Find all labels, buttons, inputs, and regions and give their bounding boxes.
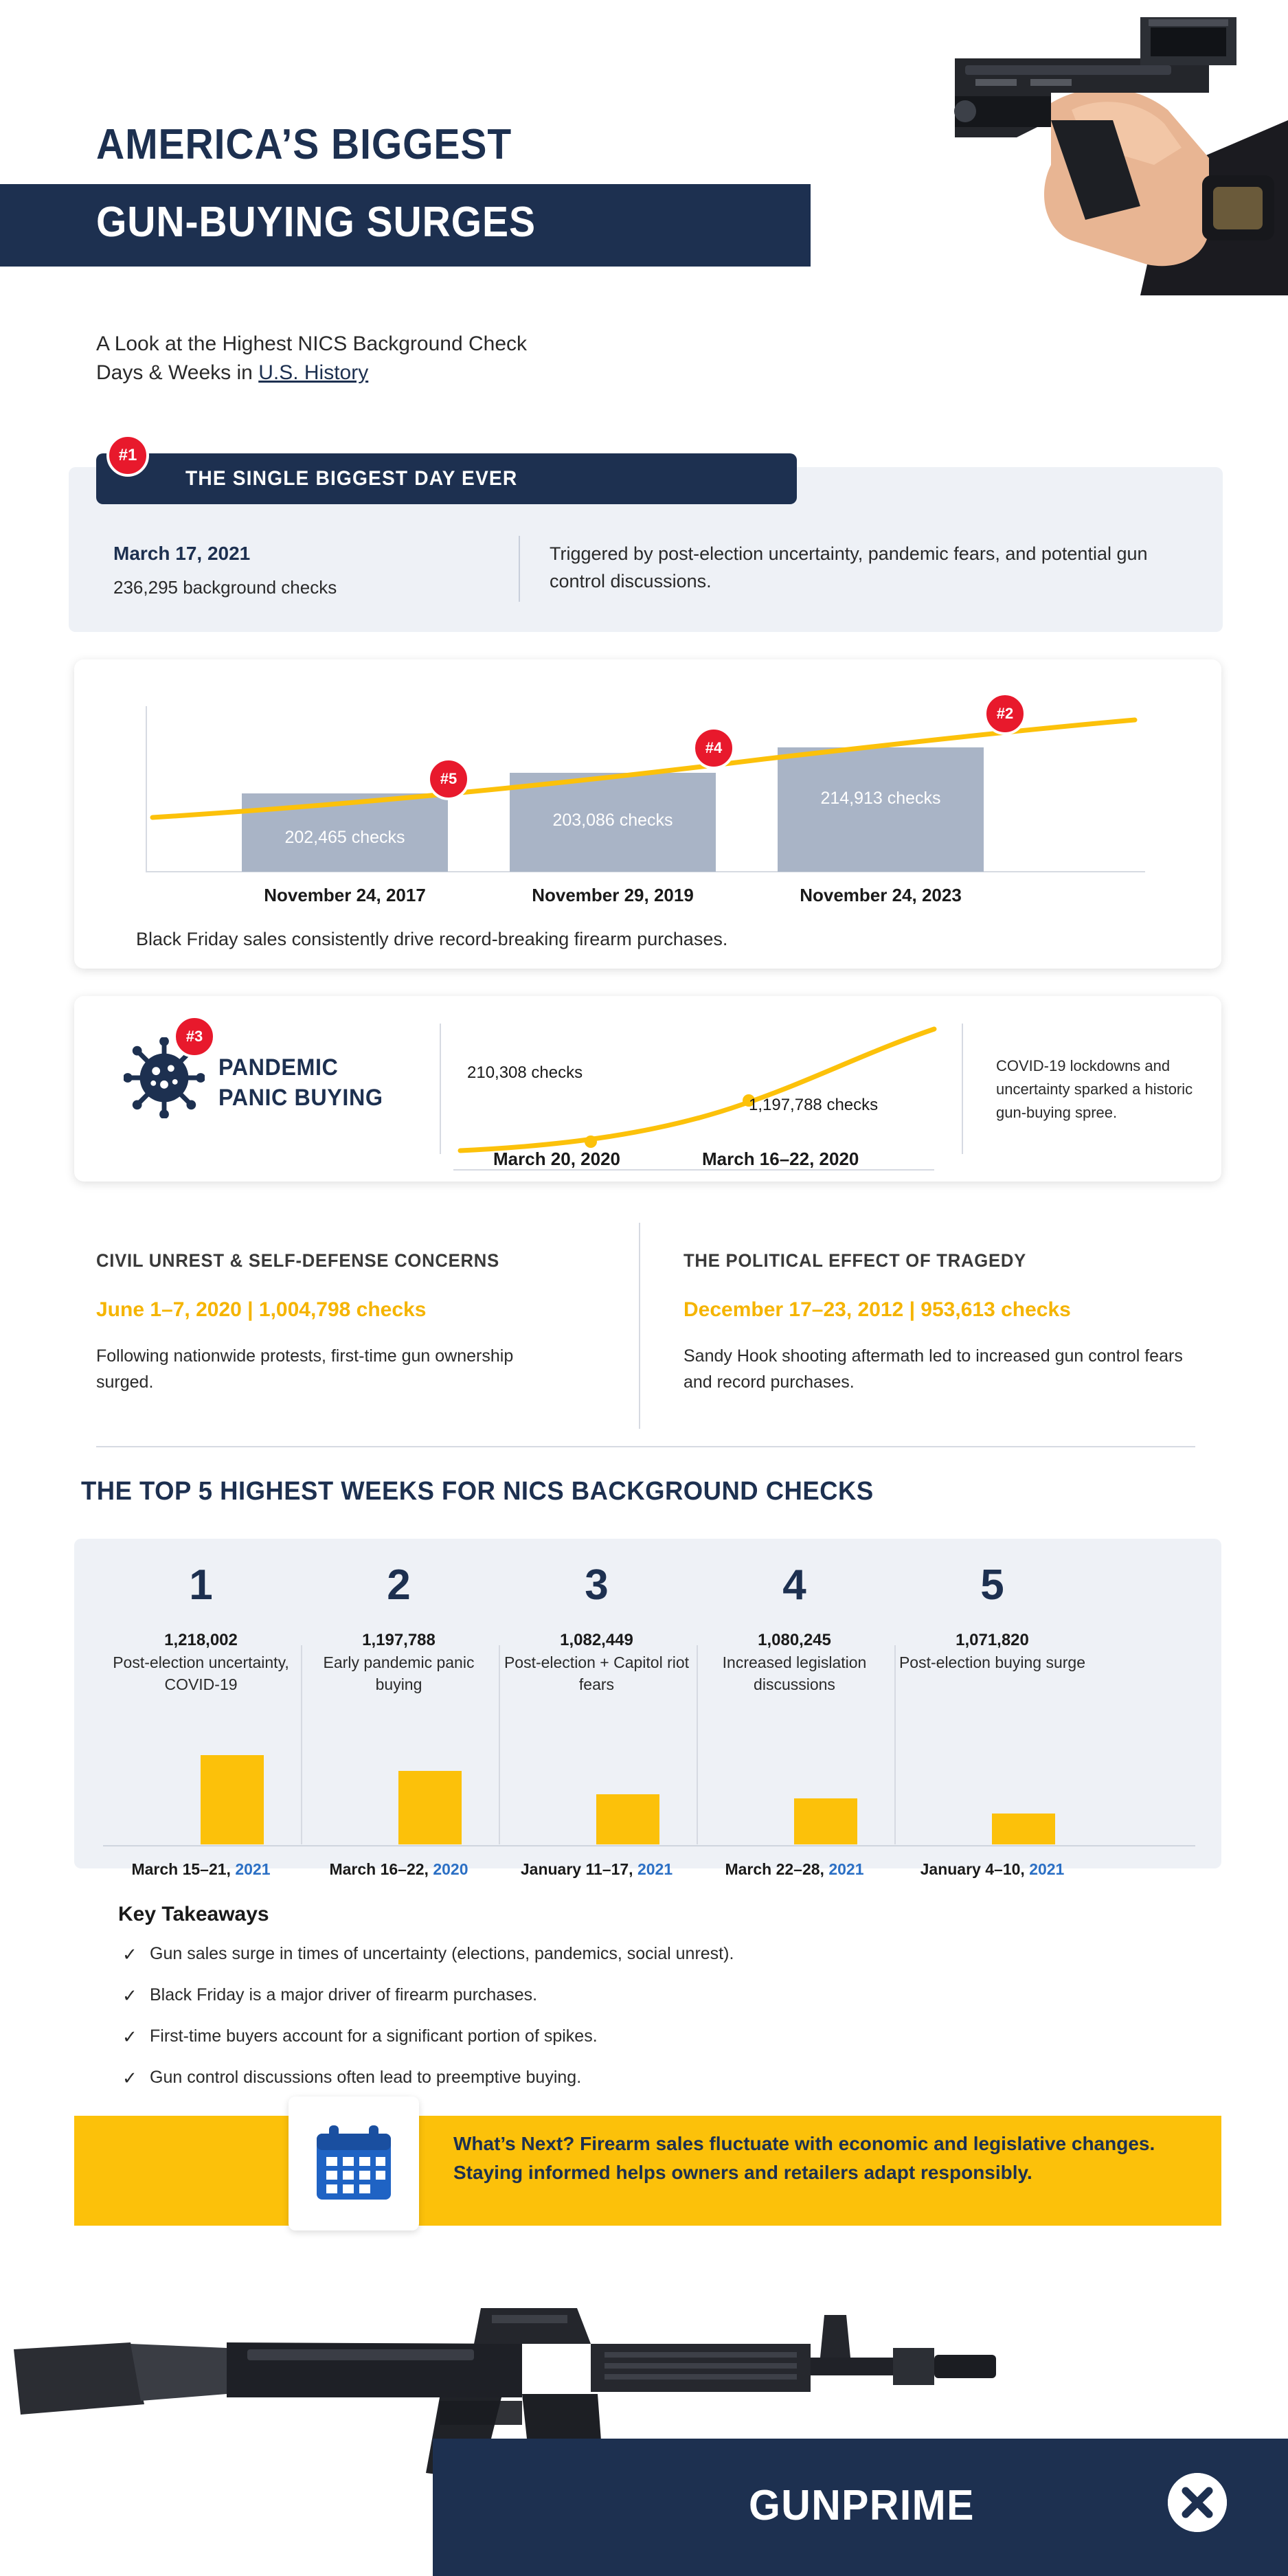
top5-column-5 [894,1559,1090,1673]
political-tragedy-title: THE POLITICAL EFFECT OF TRAGEDY [683,1250,1027,1271]
top5-date-text-3: January 11–17, [520,1860,637,1878]
check-icon: ✓ [122,2026,137,2047]
civil-unrest-description: Following nationwide protests, first-time gun ownership surged. [96,1346,514,1392]
top5-x-axis [103,1845,1195,1846]
top5-title: THE TOP 5 HIGHEST WEEKS FOR NICS BACKGROUND CHECKS [81,1477,874,1506]
top5-column-2 [301,1559,497,1695]
rank-badge-5: #5 [427,758,470,800]
top5-description-3: Post-election + Capitol riot fears [504,1653,690,1693]
top5-column-4 [697,1559,892,1695]
key-takeaway-item-1: Gun sales surge in times of uncertainty (elections, pandemics, social unrest). [150,1944,734,1963]
hero-section [0,0,1288,384]
handgun-photo [728,0,1288,295]
black-friday-date-2023: November 24, 2023 [800,885,962,905]
top5-number-1: 1,218,002 [164,1631,238,1649]
top5-date-text-5: January 4–10, [920,1860,1030,1878]
top5-bar-5 [992,1814,1055,1844]
top5-description-2: Early pandemic panic buying [323,1653,475,1693]
civil-unrest-stat: June 1–7, 2020 | 1,004,798 checks [96,1298,427,1321]
top5-date-4 [697,1860,892,1879]
divider [96,1446,1195,1447]
top5-date-text-1: March 15–21, [131,1860,236,1878]
check-icon: ✓ [122,1944,137,1965]
top5-description-1: Post-election uncertainty, COVID-19 [113,1653,289,1693]
check-icon: ✓ [122,1985,137,2006]
black-friday-value-2019: 203,086 checks [552,811,673,830]
biggest-day-heading: THE SINGLE BIGGEST DAY EVER [185,467,518,490]
top5-rank-2: 2 [387,1561,411,1609]
key-takeaway-item-4: Gun control discussions often lead to preemptive buying. [150,2068,582,2087]
top5-bar-3 [596,1794,659,1844]
biggest-day-description: Triggered by post-election uncertainty, pandemic fears, and potential gun control discussions. [550,543,1148,591]
pandemic-title [218,1052,383,1113]
key-takeaway-item-2: Black Friday is a major driver of firearm purchases. [150,1985,538,2004]
pandemic-title-line1: PANDEMIC [218,1054,339,1081]
top5-date-text-2: March 16–22, [329,1860,433,1878]
black-friday-date-2019: November 29, 2019 [532,885,694,905]
x-mark-glyph [1168,2473,1227,2532]
pandemic-description: COVID-19 lockdowns and uncertainty sparked a historic gun-buying spree. [996,1057,1193,1121]
top5-date-3 [499,1860,694,1879]
black-friday-date-2017: November 24, 2017 [264,885,426,905]
divider [894,1645,896,1844]
rank-badge-4: #4 [692,727,735,769]
rank-badge-3: #3 [173,1015,216,1058]
political-tragedy-description: Sandy Hook shooting aftermath led to increased gun control fears and record purchases. [683,1346,1183,1392]
x-mark-icon [1168,2473,1227,2532]
rank-badge-2: #2 [984,692,1026,735]
subtitle-highlight: U.S. History [258,361,369,384]
top5-date-text-4: March 22–28, [725,1860,829,1878]
top5-column-1 [103,1559,299,1695]
civil-unrest-title: CIVIL UNREST & SELF-DEFENSE CONCERNS [96,1250,499,1271]
black-friday-value-2017: 202,465 checks [284,828,405,847]
divider [697,1645,698,1844]
divider [962,1024,963,1154]
top5-date-5 [894,1860,1090,1879]
top5-bar-1 [201,1755,264,1844]
top5-date-year-3: 2021 [637,1860,673,1878]
top5-rank-1: 1 [189,1561,213,1609]
top5-column-3 [499,1559,694,1695]
divider [499,1645,500,1844]
top5-description-4: Increased legislation discussions [722,1653,867,1693]
top5-number-2: 1,197,788 [362,1631,436,1649]
divider [519,536,520,602]
top5-number-3: 1,082,449 [560,1631,633,1649]
subtitle-line1: A Look at the Highest NICS Background Check [96,332,528,355]
page-title-line2: GUN-BUYING SURGES [96,199,536,246]
top5-date-2 [301,1860,497,1879]
brand-name: GUNPRIME [749,2482,975,2529]
key-takeaways-title: Key Takeaways [118,1903,269,1925]
handgun-illustration [728,0,1288,295]
top5-date-year-2: 2020 [433,1860,468,1878]
rank-badge-1: #1 [106,434,149,477]
subtitle-line2: Days & Weeks in [96,361,259,384]
top5-rank-3: 3 [585,1561,609,1609]
divider [639,1223,640,1429]
top5-rank-5: 5 [980,1561,1004,1609]
calendar-icon [313,2123,395,2204]
pandemic-value-day: 210,308 checks [467,1063,583,1082]
political-tragedy-stat: December 17–23, 2012 | 953,613 checks [683,1298,1071,1321]
top5-rank-4: 4 [782,1561,806,1609]
top5-bar-4 [794,1798,857,1844]
pandemic-date-week: March 16–22, 2020 [702,1149,859,1169]
top5-date-year-1: 2021 [235,1860,271,1878]
page-subtitle [96,330,783,387]
pandemic-title-line2: PANIC BUYING [218,1085,383,1111]
divider [301,1645,302,1844]
top5-date-year-5: 2021 [1029,1860,1065,1878]
top5-description-5: Post-election buying surge [899,1653,1086,1671]
black-friday-note: Black Friday sales consistently drive record-breaking firearm purchases. [136,929,728,949]
pandemic-value-week: 1,197,788 checks [749,1096,879,1114]
black-friday-value-2023: 214,913 checks [820,789,941,808]
key-takeaway-item-3: First-time buyers account for a significant portion of spikes. [150,2026,598,2046]
page-title-line1: AMERICA’S BIGGEST [96,121,512,168]
cta-text: What’s Next? Firearm sales fluctuate with economic and legislative changes. Staying informed helps owners and retailers adapt responsibly. [453,2133,1155,2183]
top5-date-1 [103,1860,299,1879]
biggest-day-date: March 17, 2021 [113,543,251,564]
biggest-day-header [96,453,797,504]
top5-number-5: 1,071,820 [956,1631,1029,1649]
divider [440,1024,441,1154]
top5-number-4: 1,080,245 [758,1631,831,1649]
top5-date-year-4: 2021 [828,1860,864,1878]
top5-bar-2 [398,1771,462,1844]
check-icon: ✓ [122,2068,137,2088]
biggest-day-checks: 236,295 background checks [113,577,337,598]
pandemic-date-day: March 20, 2020 [493,1149,621,1169]
